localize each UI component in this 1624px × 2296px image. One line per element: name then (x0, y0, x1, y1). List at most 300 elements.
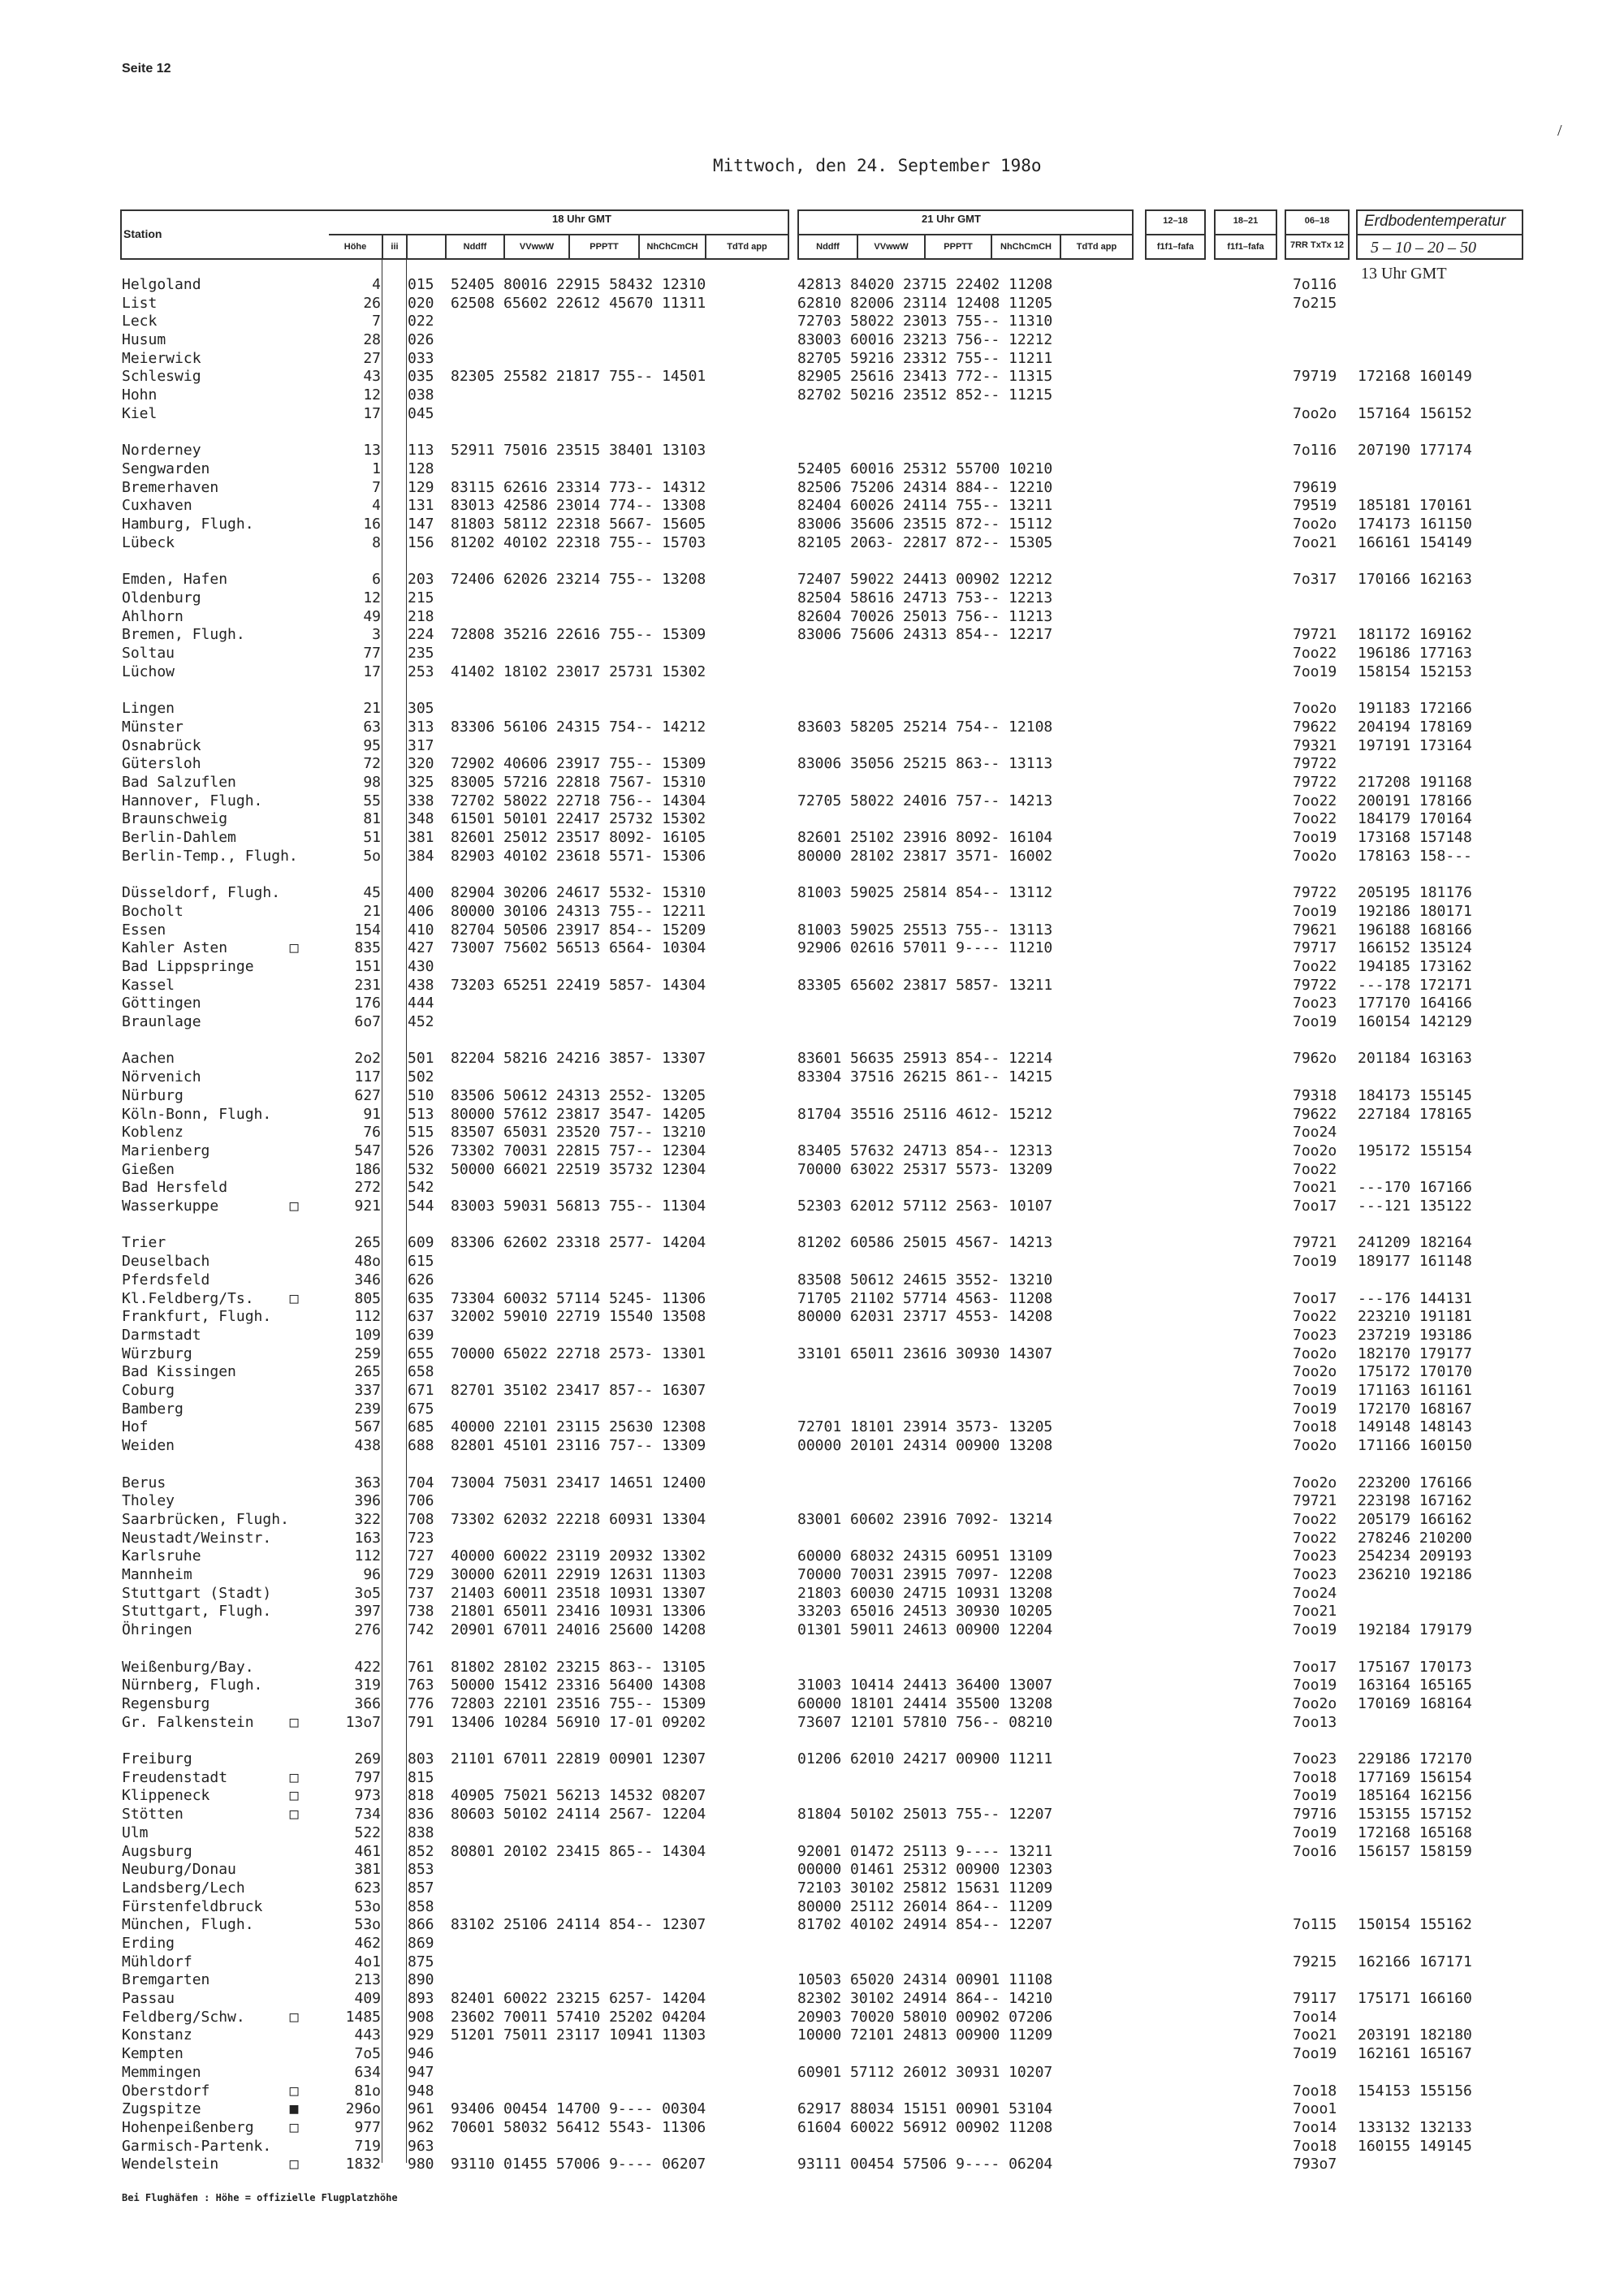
station-number: 776 (408, 1695, 434, 1712)
station-name: Hof (122, 1418, 149, 1435)
table-row (0, 1492, 1624, 1510)
station-name: Ahlhorn (122, 608, 184, 625)
synop-21-utc: 10000 72101 24813 00900 11209 (797, 2026, 1053, 2044)
soil-temperature: 197191 173164 (1358, 737, 1472, 754)
group-06-18: 7oo22 (1293, 1511, 1337, 1528)
header-rule (1285, 234, 1350, 235)
table-row (0, 1013, 1624, 1031)
synop-18-utc: 13406 10284 56910 17-01 09202 (451, 1714, 706, 1731)
station-height: 43 (363, 368, 381, 385)
station-number: 452 (408, 1013, 434, 1030)
soil-temperature: 160154 142129 (1358, 1013, 1472, 1030)
synop-21-utc: 01301 59011 24613 00900 12204 (797, 1621, 1053, 1638)
table-row (0, 1363, 1624, 1381)
station-height: 17 (363, 663, 381, 680)
station-height: 337 (354, 1382, 381, 1399)
station-height: 296o (345, 2100, 381, 2117)
station-name: Hohenpeißenberg (122, 2119, 254, 2136)
station-height: 265 (354, 1363, 381, 1380)
header-erdboden-time: 13 Uhr GMT (1361, 265, 1447, 283)
synop-21-utc: 21803 60030 24715 10931 13208 (797, 1585, 1053, 1602)
group-06-18: 7oo2o (1293, 1363, 1337, 1380)
station-name: Hamburg, Flugh. (122, 516, 254, 533)
table-row (0, 1585, 1624, 1603)
synop-18-utc: 83306 56106 24315 754-- 14212 (451, 719, 706, 736)
group-06-18: 7oo19 (1293, 903, 1337, 920)
synop-21-utc: 80000 28102 23817 3571- 16002 (797, 848, 1053, 865)
synop-18-utc: 81803 58112 22318 5667- 15605 (451, 516, 706, 533)
group-06-18: 7oo19 (1293, 663, 1337, 680)
soil-temperature: 223198 167162 (1358, 1492, 1472, 1509)
header-18-uhr: 18 Uhr GMT (552, 213, 611, 225)
station-name: Bad Lippspringe (122, 958, 254, 975)
station-height: 26 (363, 295, 381, 312)
synop-21-utc: 33101 65011 23616 30930 14307 (797, 1345, 1053, 1362)
station-name: Freudenstadt (122, 1769, 228, 1786)
synop-21-utc: 70000 70031 23915 7097- 12208 (797, 1566, 1053, 1583)
group-06-18: 7oo22 (1293, 958, 1337, 975)
group-06-18: 7oo22 (1293, 1308, 1337, 1325)
table-row (0, 516, 1624, 533)
synop-21-utc: 82604 70026 25013 756-- 11213 (797, 608, 1053, 625)
station-number: 818 (408, 1787, 434, 1804)
synop-21-utc: 20903 70020 58010 00902 07206 (797, 2009, 1053, 2026)
station-height: 117 (354, 1068, 381, 1085)
station-number: 866 (408, 1916, 434, 1933)
soil-temperature: 175167 170173 (1358, 1659, 1472, 1676)
station-name: Köln-Bonn, Flugh. (122, 1106, 272, 1123)
soil-temperature: 150154 155162 (1358, 1916, 1472, 1933)
synop-18-utc: 80000 30106 24313 755-- 12211 (451, 903, 706, 920)
soil-temperature: 171163 161161 (1358, 1382, 1472, 1399)
table-row (0, 1547, 1624, 1565)
station-height: 81 (363, 810, 381, 827)
group-06-18: 7oo19 (1293, 1382, 1337, 1399)
station-name: Kassel (122, 977, 175, 994)
station-number: 742 (408, 1621, 434, 1638)
synop-18-utc: 82401 60022 23215 6257- 14204 (451, 1990, 706, 2007)
station-number: 723 (408, 1530, 434, 1547)
header-erdboden-depths: 5 – 10 – 20 – 50 (1371, 239, 1476, 257)
group-06-18: 7oo19 (1293, 1787, 1337, 1804)
station-number: 962 (408, 2119, 434, 2136)
soil-temperature: 237219 193186 (1358, 1327, 1472, 1344)
synop-21-utc: 72705 58022 24016 757-- 14213 (797, 792, 1053, 809)
table-row (0, 1290, 1624, 1308)
station-number: 526 (408, 1142, 434, 1159)
soil-temperature: 196188 168166 (1358, 921, 1472, 939)
synop-21-utc: 72703 58022 23013 755-- 11310 (797, 313, 1053, 330)
header-21-col: TdTd app (1076, 242, 1117, 252)
table-row (0, 1345, 1624, 1363)
station-name: Kempten (122, 2045, 184, 2062)
table-row (0, 2100, 1624, 2118)
synop-18-utc: 82903 40102 23618 5571- 15306 (451, 848, 706, 865)
soil-temperature: ---170 167166 (1358, 1179, 1472, 1196)
synop-18-utc: 30000 62011 22919 12631 11303 (451, 1566, 706, 1583)
station-name: Kiel (122, 405, 158, 422)
synop-18-utc: 72902 40606 23917 755-- 15309 (451, 755, 706, 772)
group-06-18: 7oo2o (1293, 405, 1337, 422)
station-height: 45 (363, 884, 381, 901)
header-rule (1214, 234, 1277, 235)
station-height: 21 (363, 903, 381, 920)
table-row (0, 589, 1624, 607)
station-number: 544 (408, 1198, 434, 1215)
station-number: 026 (408, 331, 434, 348)
station-name: Mühldorf (122, 1953, 192, 1970)
table-row (0, 737, 1624, 755)
station-name: Zugspitze (122, 2100, 201, 2117)
station-number: 400 (408, 884, 434, 901)
synop-21-utc: 83405 57632 24713 854-- 12313 (797, 1142, 1053, 1159)
table-row (0, 1142, 1624, 1160)
mountain-station-marker: □ (289, 2156, 299, 2173)
group-06-18: 7oo17 (1293, 1290, 1337, 1307)
table-row (0, 700, 1624, 718)
synop-18-utc: 62508 65602 22612 45670 11311 (451, 295, 706, 312)
header-rule (1356, 234, 1523, 235)
soil-temperature: 160155 149145 (1358, 2138, 1472, 2155)
table-row (0, 2119, 1624, 2137)
station-name: Lingen (122, 700, 175, 717)
soil-temperature: 162161 165167 (1358, 2045, 1472, 2062)
station-number: 908 (408, 2009, 434, 2026)
station-height: 213 (354, 1971, 381, 1988)
table-row (0, 903, 1624, 921)
station-number: 791 (408, 1714, 434, 1731)
group-06-18: 7oo19 (1293, 1824, 1337, 1841)
station-height: 81o (354, 2082, 381, 2100)
table-row (0, 719, 1624, 736)
table-row (0, 1824, 1624, 1842)
station-height: 1832 (345, 2156, 381, 2173)
station-name: Coburg (122, 1382, 175, 1399)
station-name: Gr. Falkenstein (122, 1714, 254, 1731)
header-06-18: 06–18 (1304, 216, 1330, 226)
soil-temperature: 149148 148143 (1358, 1418, 1472, 1435)
station-height: 12 (363, 589, 381, 606)
mountain-station-marker: □ (289, 1769, 299, 1786)
synop-18-utc: 51201 75011 23117 10941 11303 (451, 2026, 706, 2044)
table-row (0, 995, 1624, 1012)
mountain-station-marker: □ (289, 1198, 299, 1215)
station-name: Darmstadt (122, 1327, 201, 1344)
group-06-18: 7oo23 (1293, 1547, 1337, 1564)
group-06-18: 79721 (1293, 1234, 1337, 1251)
station-name: Bad Hersfeld (122, 1179, 228, 1196)
station-number: 502 (408, 1068, 434, 1085)
station-name: Cuxhaven (122, 497, 192, 514)
station-number: 853 (408, 1861, 434, 1878)
synop-21-utc: 71705 21102 57714 4563- 11208 (797, 1290, 1053, 1307)
soil-temperature: 185181 170161 (1358, 497, 1472, 514)
station-number: 658 (408, 1363, 434, 1380)
station-name: Tholey (122, 1492, 175, 1509)
station-name: Weißenburg/Bay. (122, 1659, 254, 1676)
synop-18-utc: 93110 01455 57006 9---- 06207 (451, 2156, 706, 2173)
synop-21-utc: 00000 20101 24314 00900 13208 (797, 1437, 1053, 1454)
station-number: 129 (408, 479, 434, 496)
soil-temperature: 177170 164166 (1358, 995, 1472, 1012)
synop-18-utc: 80801 20102 23415 865-- 14304 (451, 1843, 706, 1860)
station-number: 510 (408, 1087, 434, 1104)
synop-21-utc: 83603 58205 25214 754-- 12108 (797, 719, 1053, 736)
synop-21-utc: 52405 60016 25312 55700 10210 (797, 460, 1053, 477)
station-number: 615 (408, 1253, 434, 1270)
station-number: 128 (408, 460, 434, 477)
synop-18-utc: 73007 75602 56513 6564- 10304 (451, 939, 706, 956)
station-height: 366 (354, 1695, 381, 1712)
synop-18-utc: 73004 75031 23417 14651 12400 (451, 1474, 706, 1491)
group-06-18: 7oo21 (1293, 2026, 1337, 2044)
table-row (0, 848, 1624, 865)
synop-21-utc: 83001 60602 23916 7092- 13214 (797, 1511, 1053, 1528)
station-height: 734 (354, 1806, 381, 1823)
table-row (0, 626, 1624, 644)
group-06-18: 79215 (1293, 1953, 1337, 1970)
group-06-18: 79619 (1293, 479, 1337, 496)
synop-21-utc: 61604 60022 56912 00902 11208 (797, 2119, 1053, 2136)
header-rule (797, 234, 1134, 235)
station-name: Öhringen (122, 1621, 192, 1638)
synop-21-utc: 33203 65016 24513 30930 10205 (797, 1603, 1053, 1620)
station-height: 4o1 (354, 1953, 381, 1970)
station-name: Feldberg/Schw. (122, 2009, 245, 2026)
station-name: Klippeneck (122, 1787, 210, 1804)
synop-21-utc: 60000 18101 24414 35500 13208 (797, 1695, 1053, 1712)
station-number: 131 (408, 497, 434, 514)
soil-temperature: 278246 210200 (1358, 1530, 1472, 1547)
group-06-18: 7oo17 (1293, 1198, 1337, 1215)
group-06-18: 7o116 (1293, 442, 1337, 459)
synop-18-utc: 70601 58032 56412 5543- 11306 (451, 2119, 706, 2136)
synop-18-utc: 72702 58022 22718 756-- 14304 (451, 792, 706, 809)
station-number: 655 (408, 1345, 434, 1362)
station-height: 7o5 (354, 2045, 381, 2062)
station-height: 239 (354, 1400, 381, 1418)
soil-temperature: 194185 173162 (1358, 958, 1472, 975)
header-12-18-sub: f1f1–fafa (1156, 242, 1194, 252)
synop-21-utc: 82705 59216 23312 755-- 11211 (797, 350, 1053, 367)
table-row (0, 608, 1624, 626)
station-name: Regensburg (122, 1695, 210, 1712)
station-number: 929 (408, 2026, 434, 2044)
group-06-18: 7oo19 (1293, 829, 1337, 846)
group-06-18: 7oo21 (1293, 534, 1337, 551)
synop-18-utc: 72803 22101 23516 755-- 15309 (451, 1695, 706, 1712)
station-height: 16 (363, 516, 381, 533)
header-21-col: VVwwW (874, 242, 909, 252)
station-name: Wendelstein (122, 2156, 219, 2173)
station-name: Frankfurt, Flugh. (122, 1308, 272, 1325)
synop-18-utc: 40000 60022 23119 20932 13302 (451, 1547, 706, 1564)
station-height: 7 (372, 313, 381, 330)
group-06-18: 79519 (1293, 497, 1337, 514)
soil-temperature: 178163 158--- (1358, 848, 1472, 865)
station-name: Bad Kissingen (122, 1363, 236, 1380)
station-name: Stuttgart, Flugh. (122, 1603, 272, 1620)
station-name: Helgoland (122, 276, 201, 293)
soil-temperature: 170169 168164 (1358, 1695, 1472, 1712)
synop-21-utc: 62810 82006 23114 12408 11205 (797, 295, 1053, 312)
group-06-18: 7oo14 (1293, 2119, 1337, 2136)
station-name: Bremgarten (122, 1971, 210, 1988)
station-name: Trier (122, 1234, 166, 1251)
table-row (0, 1621, 1624, 1639)
soil-temperature: ---178 172171 (1358, 977, 1472, 994)
table-row (0, 829, 1624, 847)
station-name: Fürstenfeldbruck (122, 1898, 263, 1915)
table-row (0, 1935, 1624, 1953)
synop-18-utc: 81802 28102 23215 863-- 13105 (451, 1659, 706, 1676)
soil-temperature: 172168 165168 (1358, 1824, 1472, 1841)
group-06-18: 7oo18 (1293, 2138, 1337, 2155)
station-height: 438 (354, 1437, 381, 1454)
station-height: 522 (354, 1824, 381, 1841)
synop-21-utc: 83304 37516 26215 861-- 14215 (797, 1068, 1053, 1085)
synop-21-utc: 81003 59025 25814 854-- 13112 (797, 884, 1053, 901)
soil-temperature: 170166 162163 (1358, 571, 1472, 588)
station-height: 176 (354, 995, 381, 1012)
station-height: 55 (363, 792, 381, 809)
station-number: 858 (408, 1898, 434, 1915)
station-number: 675 (408, 1400, 434, 1418)
station-height: 13 (363, 442, 381, 459)
group-06-18: 7o215 (1293, 295, 1337, 312)
synop-18-utc: 21403 60011 23518 10931 13307 (451, 1585, 706, 1602)
table-row (0, 1603, 1624, 1621)
synop-21-utc: 81702 40102 24914 854-- 12207 (797, 1916, 1053, 1933)
group-06-18: 7oo21 (1293, 1179, 1337, 1196)
synop-18-utc: 32002 59010 22719 15540 13508 (451, 1308, 706, 1325)
station-number: 704 (408, 1474, 434, 1491)
table-row (0, 1068, 1624, 1086)
station-name: Ulm (122, 1824, 149, 1841)
group-06-18: 79621 (1293, 921, 1337, 939)
table-row (0, 1566, 1624, 1584)
soil-temperature: 181172 169162 (1358, 626, 1472, 643)
synop-21-utc: 82702 50216 23512 852-- 11215 (797, 386, 1053, 404)
soil-temperature: 153155 157152 (1358, 1806, 1472, 1823)
soil-temperature: ---176 144131 (1358, 1290, 1472, 1307)
station-name: Deuselbach (122, 1253, 210, 1270)
page-label: Seite 12 (122, 62, 171, 76)
group-06-18: 7ooo1 (1293, 2100, 1337, 2117)
station-height: 269 (354, 1750, 381, 1767)
station-number: 836 (408, 1806, 434, 1823)
group-06-18: 7oo19 (1293, 1253, 1337, 1270)
header-erdboden: Erdbodentemperatur (1364, 213, 1506, 230)
group-06-18: 7oo22 (1293, 792, 1337, 809)
synop-21-utc: 92001 01472 25113 9---- 13211 (797, 1843, 1053, 1860)
station-number: 963 (408, 2138, 434, 2155)
station-number: 224 (408, 626, 434, 643)
header-21-col: Nddff (816, 242, 840, 252)
station-name: Erding (122, 1935, 175, 1952)
mountain-station-marker: □ (289, 2009, 299, 2026)
synop-18-utc: 82601 25012 23517 8092- 16105 (451, 829, 706, 846)
synop-21-utc: 70000 63022 25317 5573- 13209 (797, 1161, 1053, 1178)
synop-18-utc: 52911 75016 23515 38401 13103 (451, 442, 706, 459)
group-06-18: 7oo2o (1293, 1695, 1337, 1712)
table-row (0, 1714, 1624, 1732)
station-name: Kl.Feldberg/Ts. (122, 1290, 254, 1307)
soil-temperature: 158154 152153 (1358, 663, 1472, 680)
soil-temperature: 223200 176166 (1358, 1474, 1472, 1491)
station-number: 635 (408, 1290, 434, 1307)
group-06-18: 79622 (1293, 1106, 1337, 1123)
station-number: 033 (408, 350, 434, 367)
station-number: 444 (408, 995, 434, 1012)
station-number: 203 (408, 571, 434, 588)
station-height: 76 (363, 1124, 381, 1141)
station-number: 381 (408, 829, 434, 846)
station-height: 51 (363, 829, 381, 846)
table-row (0, 939, 1624, 957)
station-height: 265 (354, 1234, 381, 1251)
table-row (0, 295, 1624, 313)
group-06-18: 7oo19 (1293, 1677, 1337, 1694)
station-height: 973 (354, 1787, 381, 1804)
station-name: Münster (122, 719, 184, 736)
group-06-18: 79721 (1293, 626, 1337, 643)
group-06-18: 7oo23 (1293, 1327, 1337, 1344)
synop-21-utc: 82905 25616 23413 772-- 11315 (797, 368, 1053, 385)
station-height: 272 (354, 1179, 381, 1196)
station-number: 763 (408, 1677, 434, 1694)
synop-18-utc: 83013 42586 23014 774-- 13308 (451, 497, 706, 514)
soil-temperature: 203191 182180 (1358, 2026, 1472, 2044)
station-height: 3 (372, 626, 381, 643)
station-height: 276 (354, 1621, 381, 1638)
station-height: 91 (363, 1106, 381, 1123)
synop-21-utc: 81804 50102 25013 755-- 12207 (797, 1806, 1053, 1823)
group-06-18: 7oo22 (1293, 810, 1337, 827)
station-height: 381 (354, 1861, 381, 1878)
soil-temperature: 207190 177174 (1358, 442, 1472, 459)
station-height: 977 (354, 2119, 381, 2136)
station-height: 4 (372, 497, 381, 514)
table-row (0, 1787, 1624, 1805)
synop-21-utc: 80000 62031 23717 4553- 14208 (797, 1308, 1053, 1325)
synop-21-utc: 42813 84020 23715 22402 11208 (797, 276, 1053, 293)
synop-18-utc: 73302 62032 22218 60931 13304 (451, 1511, 706, 1528)
station-number: 513 (408, 1106, 434, 1123)
station-height: 1 (372, 460, 381, 477)
soil-temperature: 175171 166160 (1358, 1990, 1472, 2007)
station-height: 567 (354, 1418, 381, 1435)
station-number: 384 (408, 848, 434, 865)
synop-18-utc: 83102 25106 24114 854-- 12307 (451, 1916, 706, 1933)
soil-temperature: 172168 160149 (1358, 368, 1472, 385)
synop-21-utc: 82404 60026 24114 755-- 13211 (797, 497, 1053, 514)
station-number: 706 (408, 1492, 434, 1509)
soil-temperature: 156157 158159 (1358, 1843, 1472, 1860)
soil-temperature: 184179 170164 (1358, 810, 1472, 827)
table-row (0, 884, 1624, 902)
station-height: 835 (354, 939, 381, 956)
soil-temperature: 182170 179177 (1358, 1345, 1472, 1362)
soil-temperature: 174173 161150 (1358, 516, 1472, 533)
station-number: 803 (408, 1750, 434, 1767)
station-number: 022 (408, 313, 434, 330)
station-number: 038 (408, 386, 434, 404)
soil-temperature: 217208 191168 (1358, 774, 1472, 791)
table-row (0, 1474, 1624, 1492)
table-row (0, 1769, 1624, 1787)
table-row (0, 1106, 1624, 1124)
